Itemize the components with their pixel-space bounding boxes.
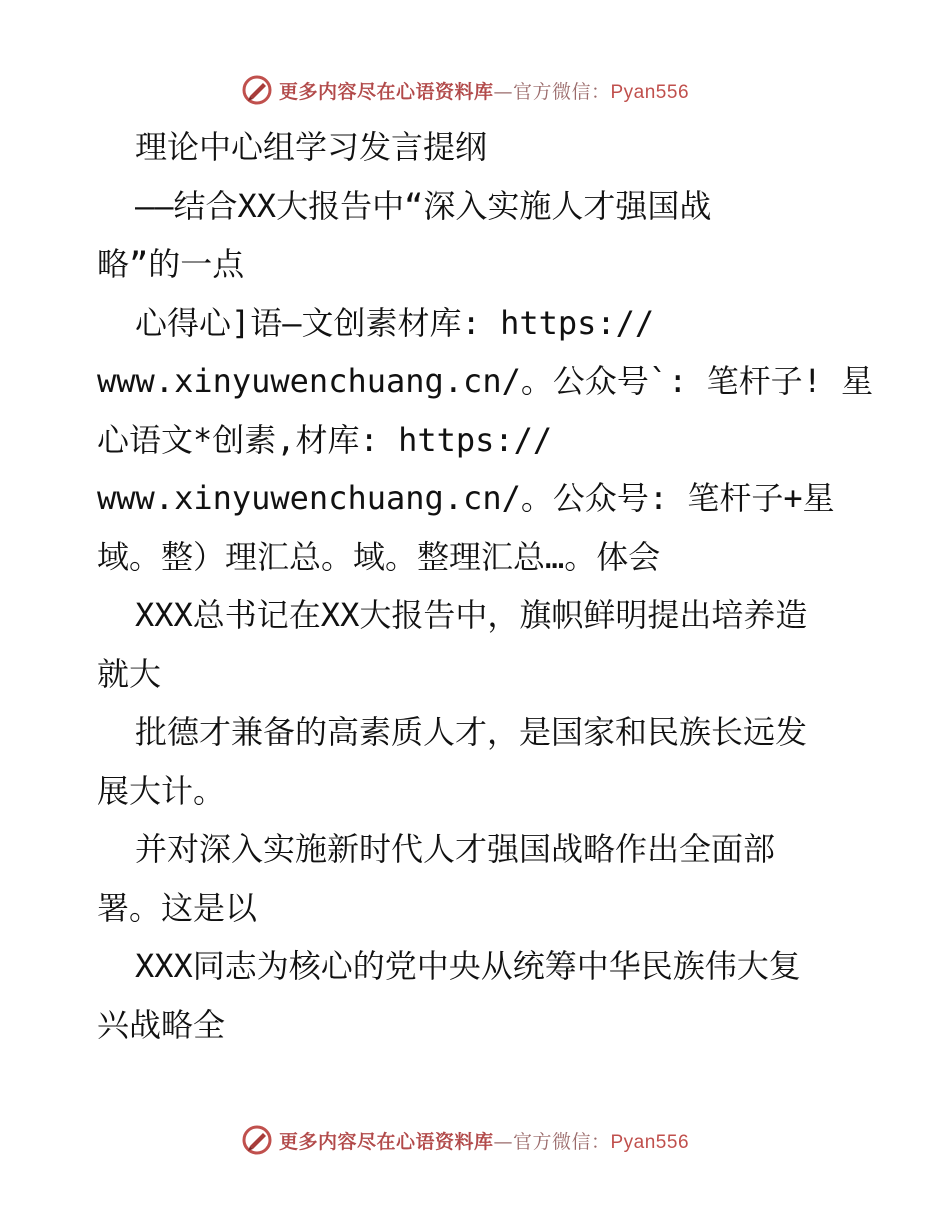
watermark-main: 更多内容尽在心语资料库 xyxy=(278,80,494,103)
doc-paragraph-line: 署。这是以 xyxy=(97,888,258,927)
watermark-text xyxy=(279,1127,689,1154)
doc-title: 理论中心组学习发言提纲 xyxy=(135,128,488,166)
doc-text-line: www.xinyuwenchuang.cn/。公众号`: 笔杆子! 星 xyxy=(97,362,874,400)
doc-text-line: www.xinyuwenchuang.cn/。公众号: 笔杆子+星 xyxy=(97,479,835,517)
watermark-wechat-id: Pyan556 xyxy=(610,1131,690,1153)
doc-text-line: 心语文*创素,材库: https:// xyxy=(97,420,553,459)
doc-paragraph-line: 就大 xyxy=(97,654,162,693)
pen-logo-icon xyxy=(241,74,273,106)
doc-subtitle-cont: 略”的一点 xyxy=(97,245,245,283)
watermark-wechat-label: 官方微信： xyxy=(512,80,611,103)
document-body xyxy=(97,118,874,1054)
doc-subtitle-line: ——结合XX大报告中“深入实施人才强国战 xyxy=(135,186,712,225)
doc-paragraph-line: XXX同志为核心的党中央从统筹中华民族伟大复 xyxy=(135,947,801,985)
doc-paragraph-line: 展大计。 xyxy=(97,771,226,810)
doc-paragraph-line: XXX总书记在XX大报告中，旗帜鲜明提出培养造 xyxy=(135,596,808,634)
header-watermark xyxy=(0,70,950,110)
watermark-separator: — xyxy=(493,80,513,103)
footer-watermark xyxy=(0,1120,950,1160)
doc-text-line: 域。整）理汇总。域。整理汇总…。体会 xyxy=(97,537,661,576)
watermark-wechat-label: 官方微信： xyxy=(512,1130,611,1153)
doc-paragraph-line: 并对深入实施新时代人才强国战略作出全面部 xyxy=(135,830,776,868)
pen-logo-icon xyxy=(241,1124,273,1156)
watermark-main: 更多内容尽在心语资料库 xyxy=(278,1130,494,1153)
doc-paragraph-line: 兴战略全 xyxy=(97,1005,226,1044)
doc-text-line: 心得心]语—文创素材库: https:// xyxy=(135,303,655,342)
watermark-text xyxy=(279,77,689,104)
watermark-separator: — xyxy=(493,1130,513,1153)
watermark-wechat-id: Pyan556 xyxy=(610,81,690,103)
doc-paragraph-line: 批德才兼备的高素质人才，是国家和民族长远发 xyxy=(135,713,808,751)
